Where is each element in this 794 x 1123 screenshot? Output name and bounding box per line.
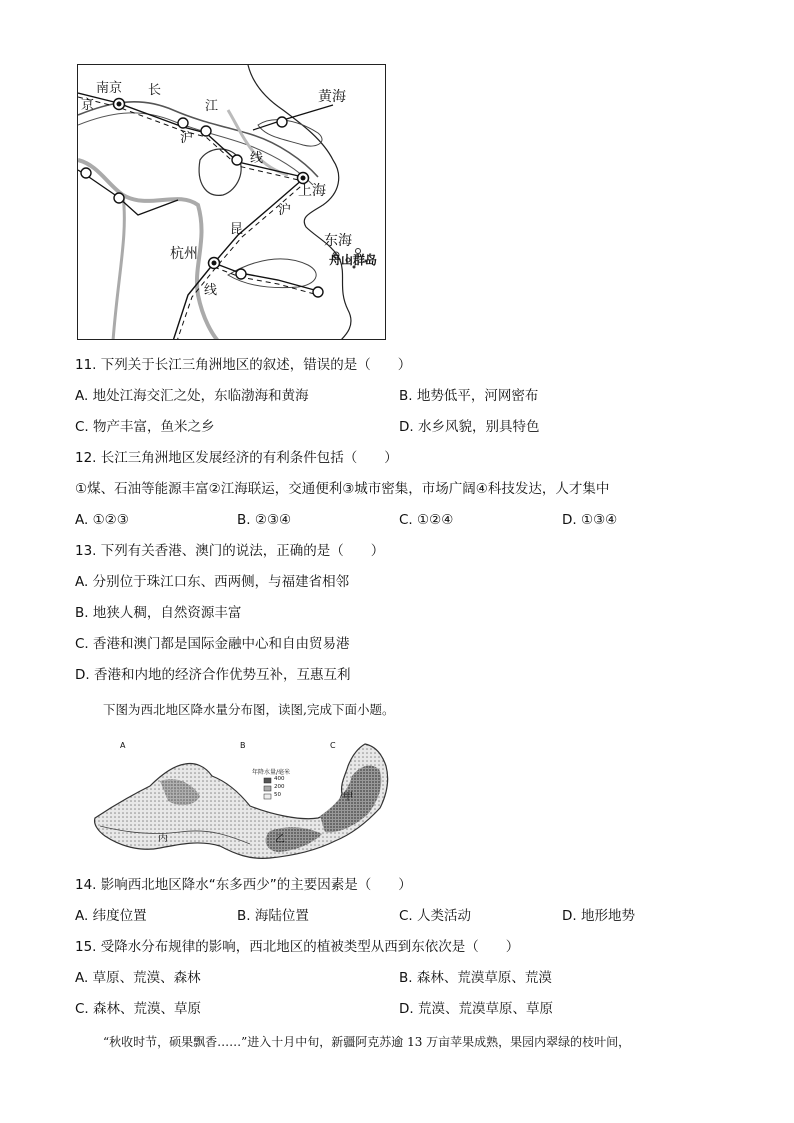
label-hu-1: 沪 bbox=[180, 131, 194, 146]
q14-option-b[interactable]: B. 海陆位置 bbox=[237, 908, 309, 924]
map2-label-a: A bbox=[120, 741, 126, 750]
map2-label-bing: 丙 bbox=[158, 833, 168, 844]
map2-legend-title: 年降水量/毫米 bbox=[252, 769, 291, 776]
q14-option-a[interactable]: A. 纬度位置 bbox=[75, 908, 147, 924]
map2-label-jia: 甲 bbox=[343, 792, 353, 803]
map2-label-yi: 乙 bbox=[275, 834, 285, 845]
map2-label-b: B bbox=[240, 741, 246, 750]
q13-option-b[interactable]: B. 地狭人稠，自然资源丰富 bbox=[75, 605, 242, 621]
q11-option-c[interactable]: C. 物产丰富，鱼米之乡 bbox=[75, 419, 215, 435]
map2-label-c: C bbox=[330, 741, 336, 750]
q13-stem: 13. 下列有关香港、澳门的说法，正确的是（ ） bbox=[75, 543, 385, 559]
label-hu-2: 沪 bbox=[278, 203, 292, 218]
q15-option-b[interactable]: B. 森林、荒漠草原、荒漠 bbox=[399, 970, 552, 986]
intro-14-15: 下图为西北地区降水量分布图，读图,完成下面小题。 bbox=[103, 702, 395, 717]
q12-items: ①煤、石油等能源丰富②江海联运，交通便利③城市密集，市场广阔④科技发达，人才集中 bbox=[75, 481, 610, 497]
q12-option-c[interactable]: C. ①②④ bbox=[399, 512, 454, 528]
q14-option-c[interactable]: C. 人类活动 bbox=[399, 908, 472, 924]
label-xian-2: 线 bbox=[204, 283, 218, 298]
q12-option-b[interactable]: B. ②③④ bbox=[237, 512, 292, 528]
q13-option-a[interactable]: A. 分别位于珠江口东、西两侧，与福建省相邻 bbox=[75, 574, 350, 590]
label-jiang: 江 bbox=[205, 99, 219, 114]
northwest-precipitation-map bbox=[90, 736, 400, 864]
q11-option-a[interactable]: A. 地处江海交汇之处，东临渤海和黄海 bbox=[75, 388, 309, 404]
q13-option-d[interactable]: D. 香港和内地的经济合作优势互补，互惠互利 bbox=[75, 667, 351, 683]
q14-option-d[interactable]: D. 地形地势 bbox=[562, 908, 635, 924]
q12-option-a[interactable]: A. ①②③ bbox=[75, 512, 129, 528]
label-xian-1: 线 bbox=[250, 151, 264, 166]
q15-option-c[interactable]: C. 森林、荒漠、草原 bbox=[75, 1001, 202, 1017]
q15-stem: 15. 受降水分布规律的影响，西北地区的植被类型从西到东依次是（ ） bbox=[75, 939, 520, 955]
label-nanjing: 南京 bbox=[96, 81, 123, 96]
yangtze-delta-map-drawing bbox=[78, 65, 386, 340]
map2-legend-400: 400 bbox=[274, 776, 285, 782]
q11-option-d[interactable]: D. 水乡风貌，别具特色 bbox=[399, 419, 540, 435]
passage-line: “秋收时节，硕果飘香……”进入十月中旬，新疆阿克苏逾 13 万亩苹果成熟，果园内翠绿的枝叶间， bbox=[103, 1035, 631, 1049]
q12-option-d[interactable]: D. ①③④ bbox=[562, 512, 618, 528]
map2-legend-200: 200 bbox=[274, 784, 285, 790]
q15-option-d[interactable]: D. 荒漠、荒漠草原、草原 bbox=[399, 1001, 553, 1017]
label-huanghai: 黄海 bbox=[318, 89, 346, 105]
q12-stem: 12. 长江三角洲地区发展经济的有利条件包括（ ） bbox=[75, 450, 398, 466]
q11-option-b[interactable]: B. 地势低平，河网密布 bbox=[399, 388, 539, 404]
label-jing: 京 bbox=[81, 98, 95, 113]
map2-legend-50: 50 bbox=[274, 792, 281, 798]
label-shanghai: 上海 bbox=[298, 183, 326, 199]
q11-stem: 11. 下列关于长江三角洲地区的叙述，错误的是（ ） bbox=[75, 357, 412, 373]
q13-option-c[interactable]: C. 香港和澳门都是国际金融中心和自由贸易港 bbox=[75, 636, 350, 652]
label-hangzhou: 杭州 bbox=[170, 246, 198, 262]
label-donghai: 东海 bbox=[324, 233, 352, 249]
q15-option-a[interactable]: A. 草原、荒漠、森林 bbox=[75, 970, 201, 986]
label-chang: 长 bbox=[148, 83, 162, 98]
northwest-map-drawing bbox=[90, 736, 400, 864]
q14-stem: 14. 影响西北地区降水“东多西少”的主要因素是（ ） bbox=[75, 877, 412, 893]
label-kun: 昆 bbox=[230, 222, 244, 237]
label-zhoushan: 舟山群岛 bbox=[329, 253, 378, 267]
yangtze-delta-map bbox=[77, 64, 386, 340]
